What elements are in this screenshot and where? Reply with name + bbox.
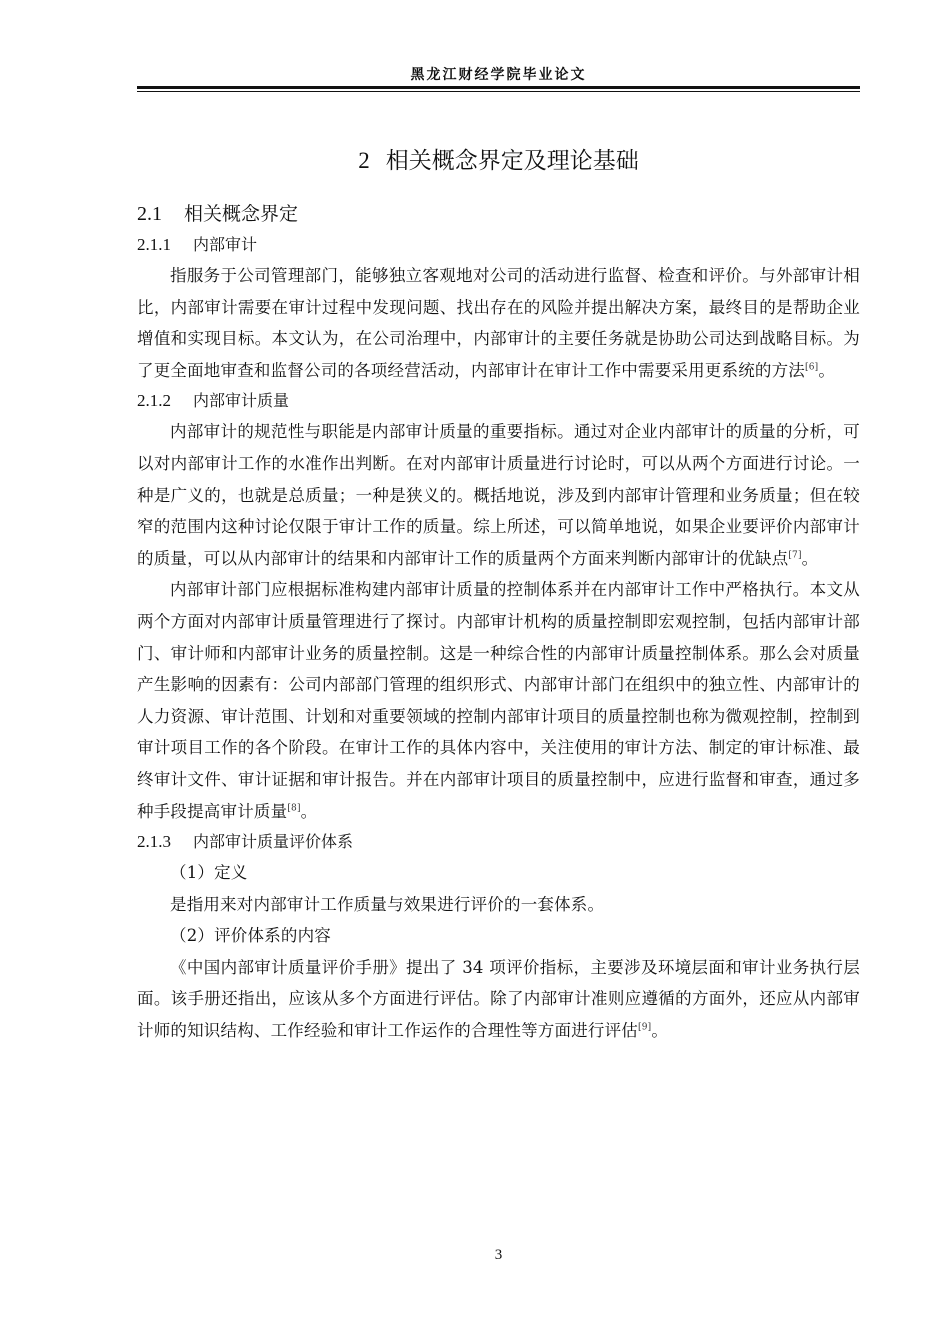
citation-7: [7] <box>788 550 802 561</box>
paragraph-internal-audit <box>137 260 860 386</box>
paragraph-end: 。 <box>818 360 836 380</box>
list-item-contents: （2）评价体系的内容 <box>170 926 331 946</box>
section-title: 相关概念界定 <box>184 203 299 225</box>
paragraph-audit-quality-1 <box>137 416 860 574</box>
section-heading-2-1 <box>137 198 860 230</box>
paragraph-definition: 是指用来对内部审计工作质量与效果进行评价的一套体系。 <box>170 894 605 914</box>
citation-6: [6] <box>805 362 819 373</box>
header-rule-thick <box>137 86 860 89</box>
subsection-title: 内部审计质量评价体系 <box>193 832 354 852</box>
paragraph-audit-quality-2 <box>137 574 860 827</box>
paragraph-end: 。 <box>651 1021 669 1041</box>
subsection-heading-2-1-2 <box>137 386 860 416</box>
paragraph-text: 指服务于公司管理部门，能够独立客观地对公司的活动进行监督、检查和评价。与外部审计相比，内部审计需要在审计过程中发现问题、找出存在的风险并提出解决方案，最终目的是帮助企业增值和实现目标。本文认为，在公司治理中，内部审计的主要任务就是协助公司达到战略目标。为了更全面地审查和监督公司的各项经营活动，内部审计在审计工作中需要采用更系统的方法 <box>137 266 860 380</box>
paragraph-end: 。 <box>300 801 318 821</box>
running-header: 黑龙江财经学院毕业论文 <box>410 67 587 83</box>
paragraph-text: 内部审计部门应根据标准构建内部审计质量的控制体系并在内部审计工作中严格执行。本文从两个方面对内部审计质量管理进行了探讨。内部审计机构的质量控制即宏观控制，包括内部审计部门、审计师和内部审计业务的质量控制。这是一种综合性的内部审计质量控制体系。那么会对质量产生影响的因素有：公司内部部门管理的组织形式、内部审计部门在组织中的独立性、内部审计的人力资源、审计范围、计划和对重要领域的控制内部审计项目的质量控制也称为微观控制，控制到审计项目工作的各个阶段。在审计工作的具体内容中，关注使用的审计方法、制定的审计标准、最终审计文件、审计证据和审计报告。并在内部审计项目的质量控制中，应进行监督和审查，通过多种手段提高审计质量 <box>137 580 860 821</box>
subsection-heading-2-1-1 <box>137 230 860 260</box>
paragraph-text: 《中国内部审计质量评价手册》提出了 34 项评价指标，主要涉及环境层面和审计业务执行层面。该手册还指出，应该从多个方面进行评估。除了内部审计准则应遵循的方面外，还应从内部审计师的知识结构、工作经验和审计工作运作的合理性等方面进行评估 <box>137 957 860 1041</box>
header-rule-thin <box>137 91 860 92</box>
paragraph-evaluation-contents <box>137 952 860 1047</box>
subsection-number: 2.1.3 <box>137 832 171 852</box>
page-number: 3 <box>494 1247 503 1263</box>
paragraph-end: 。 <box>801 548 819 568</box>
subsection-number: 2.1.2 <box>137 391 171 411</box>
subsection-heading-2-1-3 <box>137 827 860 857</box>
subsection-title: 内部审计质量 <box>193 391 290 411</box>
chapter-title <box>137 142 860 175</box>
body-content <box>137 198 860 1047</box>
chapter-number: 2 <box>358 148 370 173</box>
citation-8: [8] <box>287 803 301 813</box>
paragraph-text: 内部审计的规范性与职能是内部审计质量的重要指标。通过对企业内部审计的质量的分析，可以对内部审计工作的水准作出判断。在对内部审计质量进行讨论时，可以从两个方面进行讨论。一种是广义的，也就是总质量；一种是狭义的。概括地说，涉及到内部审计管理和业务质量；但在较窄的范围内这种讨论仅限于审计工作的质量。综上所述，可以简单地说，如果企业要评价内部审计的质量，可以从内部审计的结果和内部审计工作的质量两个方面来判断内部审计的优缺点 <box>137 422 860 568</box>
list-item-definition: （1）定义 <box>170 863 248 883</box>
subsection-number: 2.1.1 <box>137 235 171 254</box>
subsection-title: 内部审计 <box>193 235 258 254</box>
section-number: 2.1 <box>137 203 162 225</box>
chapter-title-text: 相关概念界定及理论基础 <box>385 148 639 174</box>
citation-9: [9] <box>638 1022 652 1033</box>
